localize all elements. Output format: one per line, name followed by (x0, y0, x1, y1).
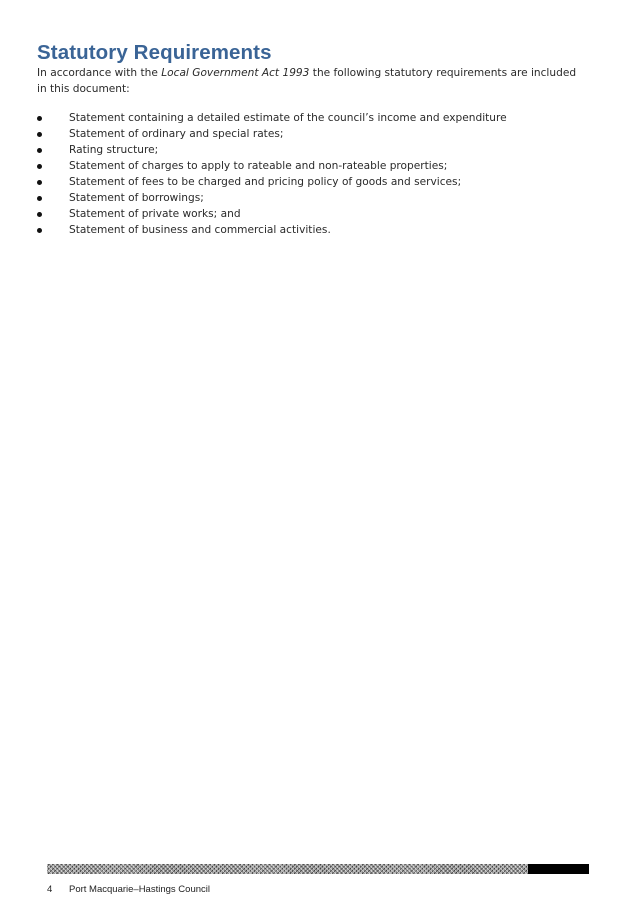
intro-text-before: In accordance with the (37, 67, 162, 79)
footer-organization: Port Macquarie–Hastings Council (69, 884, 210, 895)
intro-paragraph (37, 65, 577, 97)
list-item (37, 222, 507, 238)
list-item (37, 142, 507, 158)
list-item (37, 158, 507, 174)
page-number: 4 (47, 884, 53, 895)
act-name: Local Government Act 1993 (161, 67, 310, 79)
footer-decorative-bar (47, 864, 589, 874)
intro-text-after: the following statutory requirements are included in this document: (37, 67, 577, 95)
list-item-text: Statement of business and commercial activities. (69, 224, 331, 236)
bullet-icon (37, 180, 42, 185)
list-item-text: Statement containing a detailed estimate of the council’s income and expenditure (69, 112, 507, 124)
list-item (37, 110, 507, 126)
list-item (37, 206, 507, 222)
list-item-text: Statement of private works; and (69, 208, 241, 220)
bullet-icon (37, 212, 42, 217)
bullet-icon (37, 116, 42, 121)
list-item (37, 126, 507, 142)
bullet-icon (37, 148, 42, 153)
requirements-list (37, 110, 507, 238)
list-item (37, 190, 507, 206)
list-item-text: Statement of fees to be charged and pricing policy of goods and services; (69, 176, 462, 188)
list-item-text: Statement of ordinary and special rates; (69, 128, 284, 140)
footer-solid-block (528, 864, 589, 874)
list-item-text: Statement of charges to apply to rateable and non-rateable properties; (69, 160, 448, 172)
bullet-icon (37, 228, 42, 233)
bullet-icon (37, 132, 42, 137)
list-item-text: Rating structure; (69, 144, 159, 156)
list-item-text: Statement of borrowings; (69, 192, 204, 204)
page-title: Statutory Requirements (37, 41, 272, 64)
footer-texture-strip (47, 864, 528, 874)
list-item (37, 174, 507, 190)
bullet-icon (37, 164, 42, 169)
bullet-icon (37, 196, 42, 201)
